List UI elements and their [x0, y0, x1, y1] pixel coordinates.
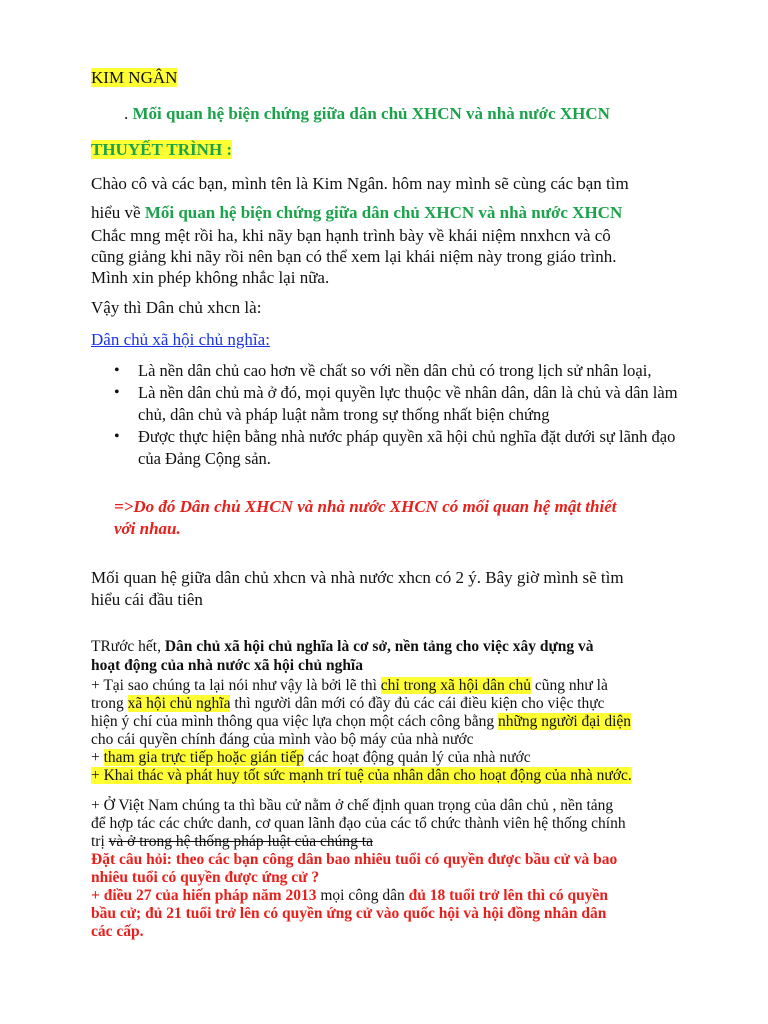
list-item: • Là nền dân chủ cao hơn về chất so với nền dân chủ có trong lịch sử nhân loại, — [91, 360, 681, 382]
relation-line-1: Mối quan hệ giữa dân chủ xhcn và nhà nước xhcn có 2 ý. Bây giờ mình sẽ tìm — [91, 568, 624, 587]
intro-line-2: hiểu về Mối quan hệ biện chứng giữa dân chủ XHCN và nhà nước XHCN — [91, 203, 623, 222]
document-heading: . Mối quan hệ biện chứng giữa dân chủ XHCN và nhà nước XHCN — [124, 104, 610, 123]
intro-line-1: Chào cô và các bạn, mình tên là Kim Ngân. hôm nay mình sẽ cùng các bạn tìm — [91, 174, 629, 193]
relation-line-2: hiểu cái đầu tiên — [91, 590, 203, 609]
first-point-line-2: hoạt động của nhà nước xã hội chủ nghĩa — [91, 657, 363, 674]
vietnam-line-2: để hợp tác các chức danh, cơ quan lãnh đạo của các tổ chức thành viên hệ thống chính — [91, 815, 626, 832]
why-line-4: cho cái quyền chính đáng của mình vào bộ máy của nhà nước — [91, 731, 474, 748]
question-line: Vậy thì Dân chủ xhcn là: — [91, 298, 262, 317]
vietnam-line-1: + Ở Việt Nam chúng ta thì bầu cử nằm ở chế định quan trọng của dân chủ , nền tảng — [91, 797, 614, 814]
law-line-2: bầu cử; đủ 21 tuổi trở lên có quyền ứng cử vào quốc hội và hội đồng nhân dân — [91, 905, 607, 922]
author-name: KIM NGÂN — [91, 68, 178, 87]
why-line-2: trong xã hội chủ nghĩa thì người dân mới có đầy đủ các cái điều kiện cho việc thực — [91, 695, 605, 712]
ask-line-1: Đặt câu hỏi: theo các bạn công dân bao nhiêu tuổi có quyền được bầu cử và bao — [91, 851, 618, 868]
section-label: THUYẾT TRÌNH : — [91, 140, 233, 159]
first-point-line-1: TRước hết, Dân chủ xã hội chủ nghĩa là cơ sở, nền tảng cho việc xây dựng và — [91, 638, 594, 655]
conclusion-line-2: với nhau. — [114, 519, 181, 538]
law-line-1: + điều 27 của hiến pháp năm 2013 mọi công dân đủ 18 tuổi trở lên thì có quyền — [91, 887, 608, 904]
why-line-3: hiện ý chí của mình thông qua việc lựa chọn một cách công bằng những người đại diện — [91, 713, 632, 730]
definition-link[interactable]: Dân chủ xã hội chủ nghĩa: — [91, 330, 270, 349]
why-line-1: + Tại sao chúng ta lại nói như vậy là bởi lẽ thì chỉ trong xã hội dân chủ cũng như là — [91, 677, 608, 694]
conclusion-line-1: =>Do đó Dân chủ XHCN và nhà nước XHCN có mối quan hệ mật thiết — [114, 497, 617, 516]
why-line-6: + Khai thác và phát huy tốt sức mạnh trí tuệ của nhân dân cho hoạt động của nhà nước. — [91, 767, 632, 784]
definition-list — [91, 360, 681, 470]
ask-line-2: nhiêu tuổi có quyền được ứng cử ? — [91, 869, 320, 886]
intro-line-3: Chắc mng mệt rồi ha, khi nãy bạn hạnh trình bày về khái niệm nnxhcn và cô — [91, 226, 611, 245]
intro-line-4: cũng giảng khi nãy rồi nên bạn có thể xem lại khái niệm này trong giáo trình. — [91, 247, 617, 266]
why-line-5: + tham gia trực tiếp hoặc gián tiếp các hoạt động quản lý của nhà nước — [91, 749, 531, 766]
intro-line-5: Mình xin phép không nhắc lại nữa. — [91, 268, 330, 287]
list-item: • Được thực hiện bằng nhà nước pháp quyền xã hội chủ nghĩa đặt dưới sự lãnh đạo của Đảng Cộng sản. — [91, 426, 681, 470]
list-item: • Là nền dân chủ mà ở đó, mọi quyền lực thuộc về nhân dân, dân là chủ và dân làm chủ, dân chủ và pháp luật nằm trong sự thống nhất biện chứng — [91, 382, 681, 426]
law-line-3: các cấp. — [91, 923, 144, 940]
vietnam-line-3: trị và ở trong hệ thống pháp luật của chúng ta — [91, 833, 373, 850]
